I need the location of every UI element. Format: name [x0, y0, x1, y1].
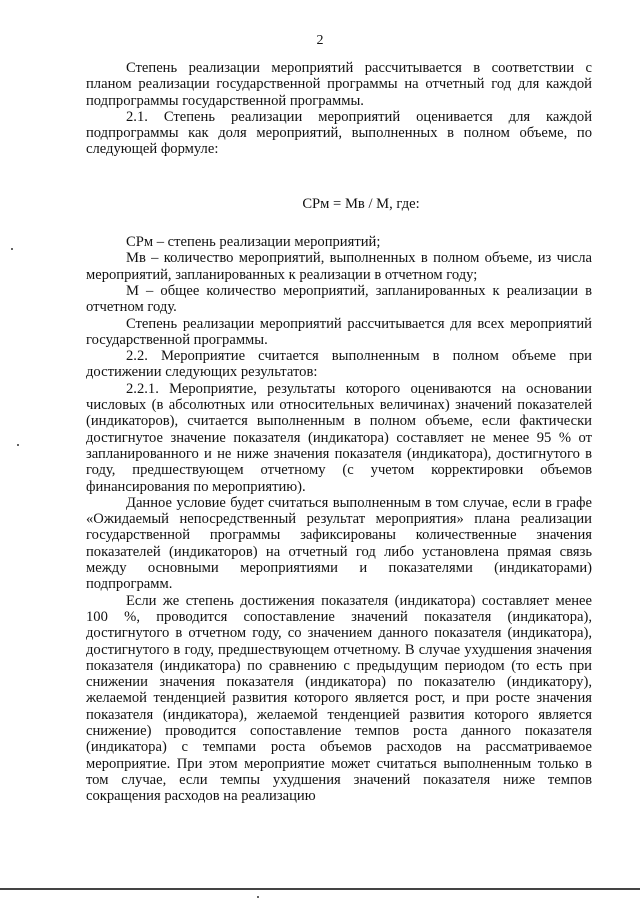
- scan-speck: [11, 248, 13, 250]
- definition-m: М – общее количество мероприятий, запланированных к реализации в отчетном году.: [86, 282, 592, 316]
- paragraph-2-1: 2.1. Степень реализации мероприятий оценивается для каждой подпрограммы как доля мероприятий, выполненных в полном объеме, по следующей формуле:: [86, 108, 592, 158]
- paragraph-2-2-1: 2.2.1. Мероприятие, результаты которого оцениваются на основании числовых (в абсолютных или относительных величинах) значений показателей (индикаторов), считается выполненным в полном объеме, если фактически достигнутое значение показателя (индикатора) составляет не менее 95 % от запланированного и не ниже значения показателя (индикатора), достигнутого в году, предшествующем отчетному (с учетом корректировки объемов финансирования по мероприятию).: [86, 380, 592, 495]
- document-body: [86, 60, 592, 804]
- paragraph-scope: Степень реализации мероприятий рассчитывается для всех мероприятий государственной программы.: [86, 315, 592, 348]
- scan-speck: [257, 896, 259, 898]
- scan-bottom-edge: [0, 888, 640, 890]
- definition-srm: СРм – степень реализации мероприятий;: [126, 234, 381, 251]
- scan-speck: [17, 444, 19, 446]
- paragraph-intro: Степень реализации мероприятий рассчитывается в соответствии с планом реализации государственной программы на отчетный год для каждой подпрограммы государственной программы.: [86, 60, 592, 109]
- definition-mv: Мв – количество мероприятий, выполненных в полном объеме, из числа мероприятий, запланированных к реализации в отчетном году;: [86, 250, 592, 283]
- paragraph-2-2: 2.2. Мероприятие считается выполненным в полном объеме при достижении следующих результатов:: [86, 348, 592, 381]
- formula: СРм = Мв / М, где:: [302, 195, 420, 212]
- paragraph-condition: Данное условие будет считаться выполненным в том случае, если в графе «Ожидаемый непосредственный результат мероприятия» плана реализации государственной программы зафиксированы количественные значения показателей (индикаторов) на отчетный год либо установлена прямая связь между основными мероприятиями и показателями (индикаторами) подпрограмм.: [86, 494, 592, 593]
- paragraph-comparison: Если же степень достижения показателя (индикатора) составляет менее 100 %, проводится сопоставление значений показателя (индикатора), достигнутого в отчетном году, со значением данного показателя (индикатора), достигнутого в году, предшествующем отчетному. В случае ухудшения значения показателя (индикатора) по сравнению с предыдущим периодом (то есть при снижении значения показателя (индикатора) по показателю (индикатору), желаемой тенденцией развития которого является рост, и при росте значения показателя (индикатора), желаемой тенденцией развития которого является снижение) проводится сопоставление темпов роста данного показателя (индикатора) с темпами роста объемов расходов на рассматриваемое мероприятие. При этом мероприятие может считаться выполненным только в том случае, если темпы ухудшения значений показателя ниже темпов сокращения расходов на реализацию: [86, 592, 592, 805]
- page-number: 2: [316, 33, 324, 48]
